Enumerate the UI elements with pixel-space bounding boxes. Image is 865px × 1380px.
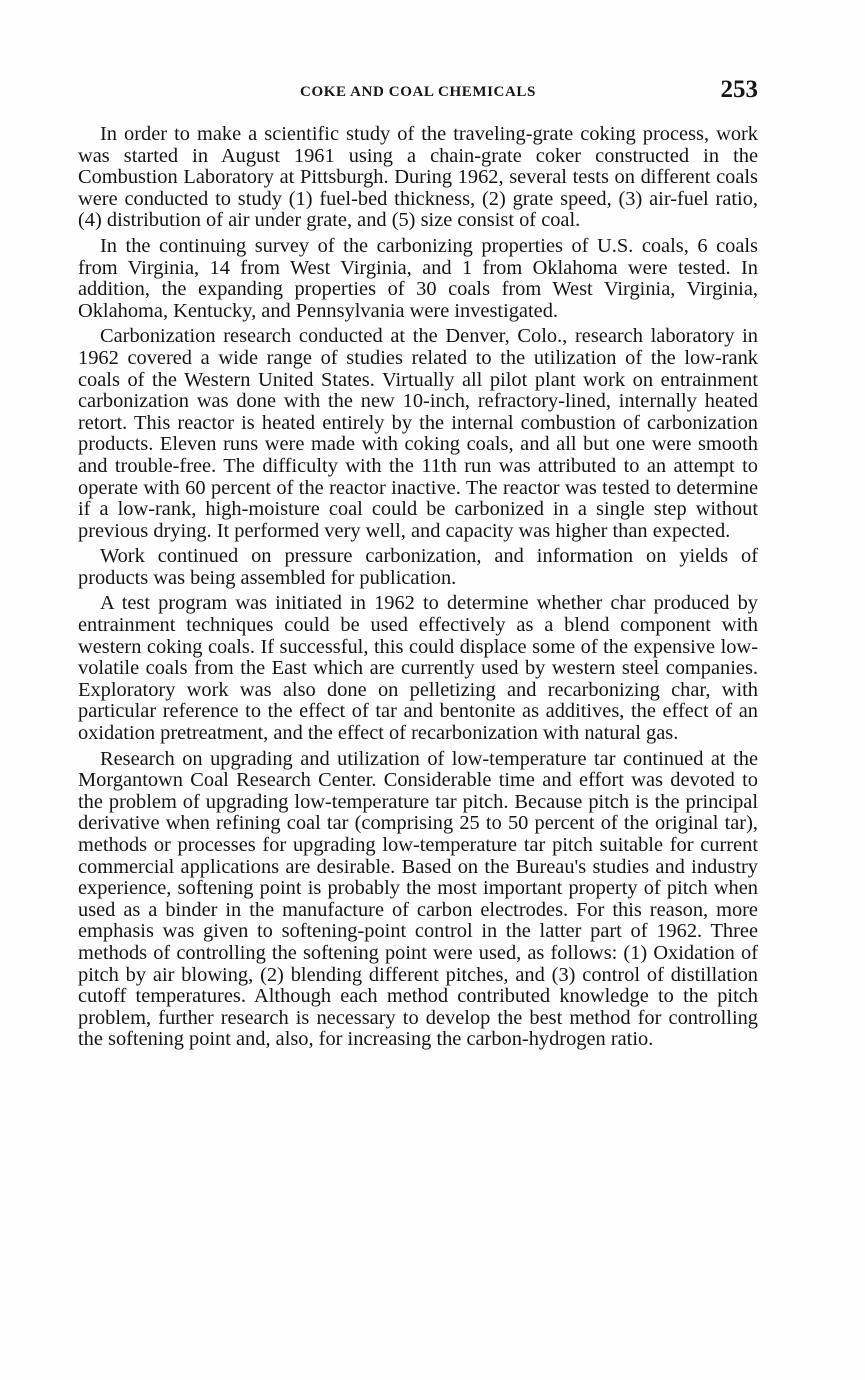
paragraph-char-test-program: A test program was initiated in 1962 to determine whether char produced by entrainment techniques could be used effectively as a blend component with western coking coals. If successful, this could displace some of the expensive low-volatile coals from the East which are currently used by western steel companies. Exploratory work was also done on pelletizing and recarbonizing char, with particular reference to the effect of tar and bentonite as additives, the effect of an oxidation pretreatment, and the effect of recarbonization with natural gas. [78,592,758,745]
paragraph-denver-carbonization: Carbonization research conducted at the Denver, Colo., research laboratory in 1962 covered a wide range of studies related to the utilization of the low-rank coals of the Western United States. Virtually all pilot plant work on entrainment carbonization was done with the new 10-inch, refractory-lined, internally heated retort. This reactor is heated entirely by the internal combustion of carbonization products. Eleven runs were made with coking coals, and all but one were smooth and trouble-free. The difficulty with the 11th run was attributed to an attempt to operate with 60 percent of the reactor inactive. The reactor was tested to determine if a low-rank, high-moisture coal could be carbonized in a single step without previous drying. It performed very well, and capacity was higher than expected. [78,325,758,542]
running-title: COKE AND COAL CHEMICALS [300,84,536,100]
paragraph-carbonizing-survey: In the continuing survey of the carbonizing properties of U.S. coals, 6 coals from Virginia, 14 from West Virginia, and 1 from Oklahoma were tested. In addition, the expanding properties of 30 coals from West Virginia, Virginia, Oklahoma, Kentucky, and Pennsylvania were investigated. [78,234,758,322]
running-header [78,76,758,108]
paragraph-traveling-grate-coking: In order to make a scientific study of the traveling-grate coking process, work was started in August 1961 using a chain-grate coker constructed in the Combustion Laboratory at Pittsburgh. During 1962, several tests on different coals were conducted to study (1) fuel-bed thickness, (2) grate speed, (3) air-fuel ratio, (4) distribution of air under grate, and (5) size consist of coal. [78,123,758,232]
paragraph-tar-upgrading: Research on upgrading and utilization of low-temperature tar continued at the Morgantown Coal Research Center. Considerable time and effort was devoted to the problem of upgrading low-temperature tar pitch. Because pitch is the principal derivative when refining coal tar (comprising 25 to 50 percent of the original tar), methods or processes for upgrading low-temperature tar pitch suitable for current commercial applications are desirable. Based on the Bureau's studies and industry experience, softening point is probably the most important property of pitch when used as a binder in the manufacture of carbon electrodes. For this reason, more emphasis was given to softening-point control in the latter part of 1962. Three methods of controlling the softening point were used, as follows: (1) Oxidation of pitch by air blowing, (2) blending different pitches, and (3) control of distillation cutoff temperatures. Although each method contributed knowledge to the pitch problem, further research is necessary to develop the best method for controlling the softening point and, also, for increasing the carbon-hydrogen ratio. [78,747,758,1051]
body-text [78,124,758,1055]
paragraph-pressure-carbonization: Work continued on pressure carbonization, and information on yields of products was being assembled for publication. [78,545,758,589]
page-number: 253 [720,76,758,103]
